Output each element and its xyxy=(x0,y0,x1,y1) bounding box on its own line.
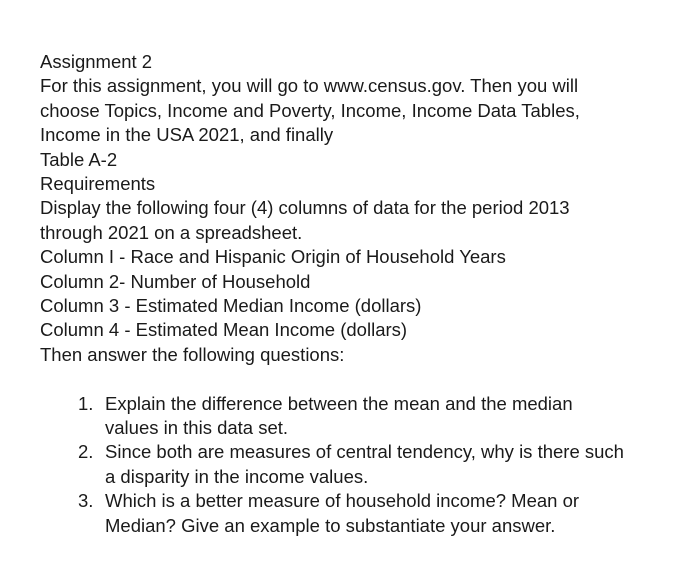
question-text: Since both are measures of central tendency, why is there such xyxy=(105,441,624,463)
question-text: Which is a better measure of household income? Mean or xyxy=(105,490,580,512)
assignment-document xyxy=(40,50,680,538)
requirements-line: through 2021 on a spreadsheet. xyxy=(40,221,303,243)
question-text: Explain the difference between the mean and the median xyxy=(105,392,573,414)
question-text: values in this data set. xyxy=(105,417,289,439)
requirements-heading: Requirements xyxy=(40,173,156,195)
table-reference: Table A-2 xyxy=(40,148,118,170)
intro-line: choose Topics, Income and Poverty, Income, Income Data Tables, xyxy=(40,99,580,121)
column-spec: Column 3 - Estimated Median Income (dollars) xyxy=(40,295,422,317)
question-item xyxy=(40,392,665,441)
question-text: Median? Give an example to substantiate your answer. xyxy=(105,514,556,536)
questions-intro: Then answer the following questions: xyxy=(40,343,345,365)
requirements-line: Display the following four (4) columns of data for the period 2013 xyxy=(40,197,570,219)
question-text: a disparity in the income values. xyxy=(105,465,369,487)
question-item xyxy=(40,440,665,489)
question-number: 2. xyxy=(78,441,94,463)
question-item xyxy=(40,489,665,538)
column-spec: Column 4 - Estimated Mean Income (dollars) xyxy=(40,319,408,341)
column-spec: Column 2- Number of Household xyxy=(40,270,311,292)
assignment-title: Assignment 2 xyxy=(40,51,153,72)
spacer xyxy=(40,367,680,391)
question-number: 1. xyxy=(78,392,94,414)
intro-line: For this assignment, you will go to www.census.gov. Then you will xyxy=(40,75,579,97)
intro-line: Income in the USA 2021, and finally xyxy=(40,124,334,146)
question-number: 3. xyxy=(78,490,94,512)
questions-list xyxy=(40,392,680,538)
column-spec: Column I - Race and Hispanic Origin of Household Years xyxy=(40,246,506,268)
